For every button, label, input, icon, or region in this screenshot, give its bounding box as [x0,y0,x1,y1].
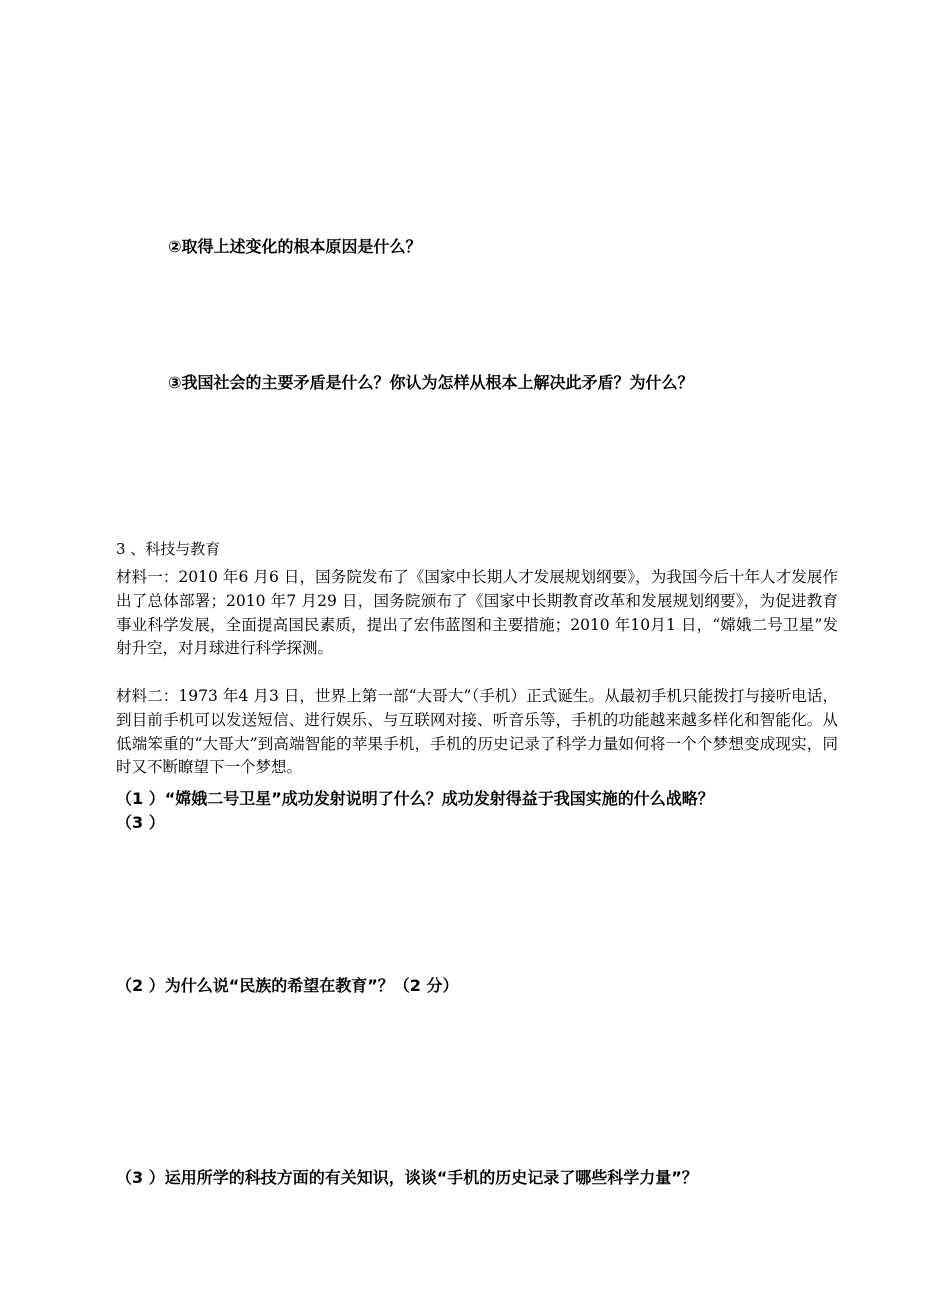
material-one: 材料一：2010 年6 月6 日，国务院发布了《国家中长期人才发展规划纲要》，为我国今后十年人才发展作出了总体部署；2010 年7 月29 日，国务院颁布了《国家中长期教育改革和发展规划纲要》，为促进教育事业科学发展，全面提高国民素质，提出了宏伟蓝图和主要措施；2010 年10月1 日，“嫦娥二号卫星”发射升空，对月球进行科学探测。 [116,568,838,658]
question-main-contradiction: ③我国社会的主要矛盾是什么？你认为怎样从根本上解决此矛盾？为什么？ [168,373,694,392]
section-title: 3 、科技与教育 [116,540,221,558]
question-cause: ②取得上述变化的根本原因是什么？ [168,237,422,256]
question-3: （3 ）运用所学的科技方面的有关知识，谈谈“手机的历史记录了哪些科学力量”？ [116,1168,698,1187]
question-2: （2 ）为什么说“民族的希望在教育”？（2 分） [116,976,459,995]
question-1-line1: （1 ）“嫦娥二号卫星”成功发射说明了什么？成功发射得益于我国实施的什么战略？ [116,789,714,808]
question-1-line2: （3 ） [116,813,165,832]
material-two: 材料二：1973 年4 月3 日，世界上第一部“大哥大”（手机）正式诞生。从最初手机只能拨打与接听电话，到目前手机可以发送短信、进行娱乐、与互联网对接、听音乐等，手机的功能越来越多样化和智能化。从低端笨重的“大哥大”到高端智能的苹果手机，手机的历史记录了科学力量如何将一个个梦想变成现实，同时又不断瞭望下一个梦想。 [116,687,838,777]
